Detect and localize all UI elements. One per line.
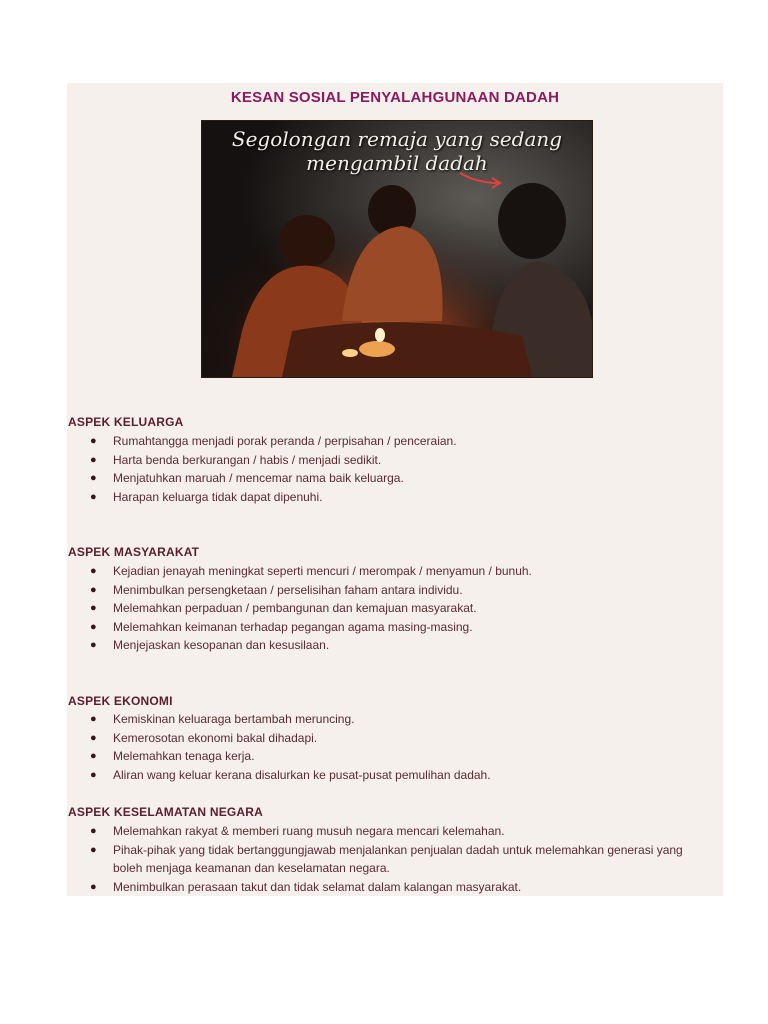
bullet-icon: ● (90, 453, 97, 466)
list-item: ● Melemahkan keimanan terhadap pegangan agama masing-masing. (67, 618, 707, 637)
list-ekonomi (67, 710, 707, 784)
list-item: ● Pihak-pihak yang tidak bertanggungjawab menjalankan penjualan dadah untuk melemahkan generasi yang boleh menjaga keamanan dan keselamatan negara. (90, 842, 683, 876)
bullet-icon: ● (90, 843, 97, 856)
bullet-icon: ● (90, 880, 97, 893)
bullet-icon: ● (90, 731, 97, 744)
bullet-icon: ● (90, 639, 97, 652)
photo-caption-line2: mengambil dadah (306, 151, 488, 175)
bullet-icon: ● (90, 713, 97, 725)
section-heading-keselamatan-negara: ASPEK KESELAMATAN NEGARA (68, 805, 264, 819)
bullet-icon: ● (90, 750, 97, 763)
list-masyarakat (67, 562, 707, 655)
page-title: KESAN SOSIAL PENYALAHGUNAAN DADAH (230, 89, 560, 106)
bullet-icon: ● (90, 490, 97, 503)
bullet-icon: ● (90, 583, 97, 596)
list-item: ● Melemahkan perpaduan / pembangunan dan kemajuan masyarakat. (67, 599, 707, 618)
list-item: ● Aliran wang keluar kerana disalurkan ke pusat-pusat pemulihan dadah. (67, 766, 707, 785)
bullet-icon: ● (90, 768, 97, 781)
photo-caption-line1: Segolongan remaja yang sedang (231, 127, 563, 151)
list-item: ● Kemiskinan keluaraga bertambah meruncing. (67, 710, 707, 729)
list-item: ● Rumahtangga menjadi porak peranda / perpisahan / penceraian. (67, 432, 707, 451)
photo-caption (202, 127, 592, 175)
document-page (67, 83, 723, 896)
bullet-icon: ● (90, 435, 97, 447)
list-keselamatan-negara (67, 822, 707, 896)
list-item: ● Menimbulkan persengketaan / perselisihan faham antara individu. (67, 581, 707, 600)
section-heading-keluarga: ASPEK KELUARGA (68, 415, 184, 429)
list-keluarga (67, 432, 707, 506)
photo-drug-abuse (201, 120, 593, 378)
list-item: ● Kejadian jenayah meningkat seperti mencuri / merompak / menyamun / bunuh. (67, 562, 707, 581)
list-item: ● Melemahkan tenaga kerja. (67, 747, 707, 766)
bullet-icon: ● (90, 565, 97, 577)
list-item: ● Menimbulkan perasaan takut dan tidak selamat dalam kalangan masyarakat. (67, 878, 707, 897)
list-item: ● Menjejaskan kesopanan dan kesusilaan. (67, 636, 707, 655)
bullet-icon: ● (90, 472, 97, 485)
list-item: ● Harta benda berkurangan / habis / menjadi sedikit. (67, 451, 707, 470)
list-item: ● Harapan keluarga tidak dapat dipenuhi. (67, 488, 707, 507)
bullet-icon: ● (90, 602, 97, 615)
list-item: ● Melemahkan rakyat & memberi ruang musuh negara mencari kelemahan. (67, 822, 707, 841)
bullet-icon: ● (90, 620, 97, 633)
section-heading-masyarakat: ASPEK MASYARAKAT (68, 545, 200, 559)
list-item: ● Menjatuhkan maruah / mencemar nama baik keluarga. (67, 469, 707, 488)
list-item: ● Kemerosotan ekonomi bakal dihadapi. (67, 729, 707, 748)
bullet-icon: ● (90, 825, 97, 837)
section-heading-ekonomi: ASPEK EKONOMI (68, 694, 173, 708)
